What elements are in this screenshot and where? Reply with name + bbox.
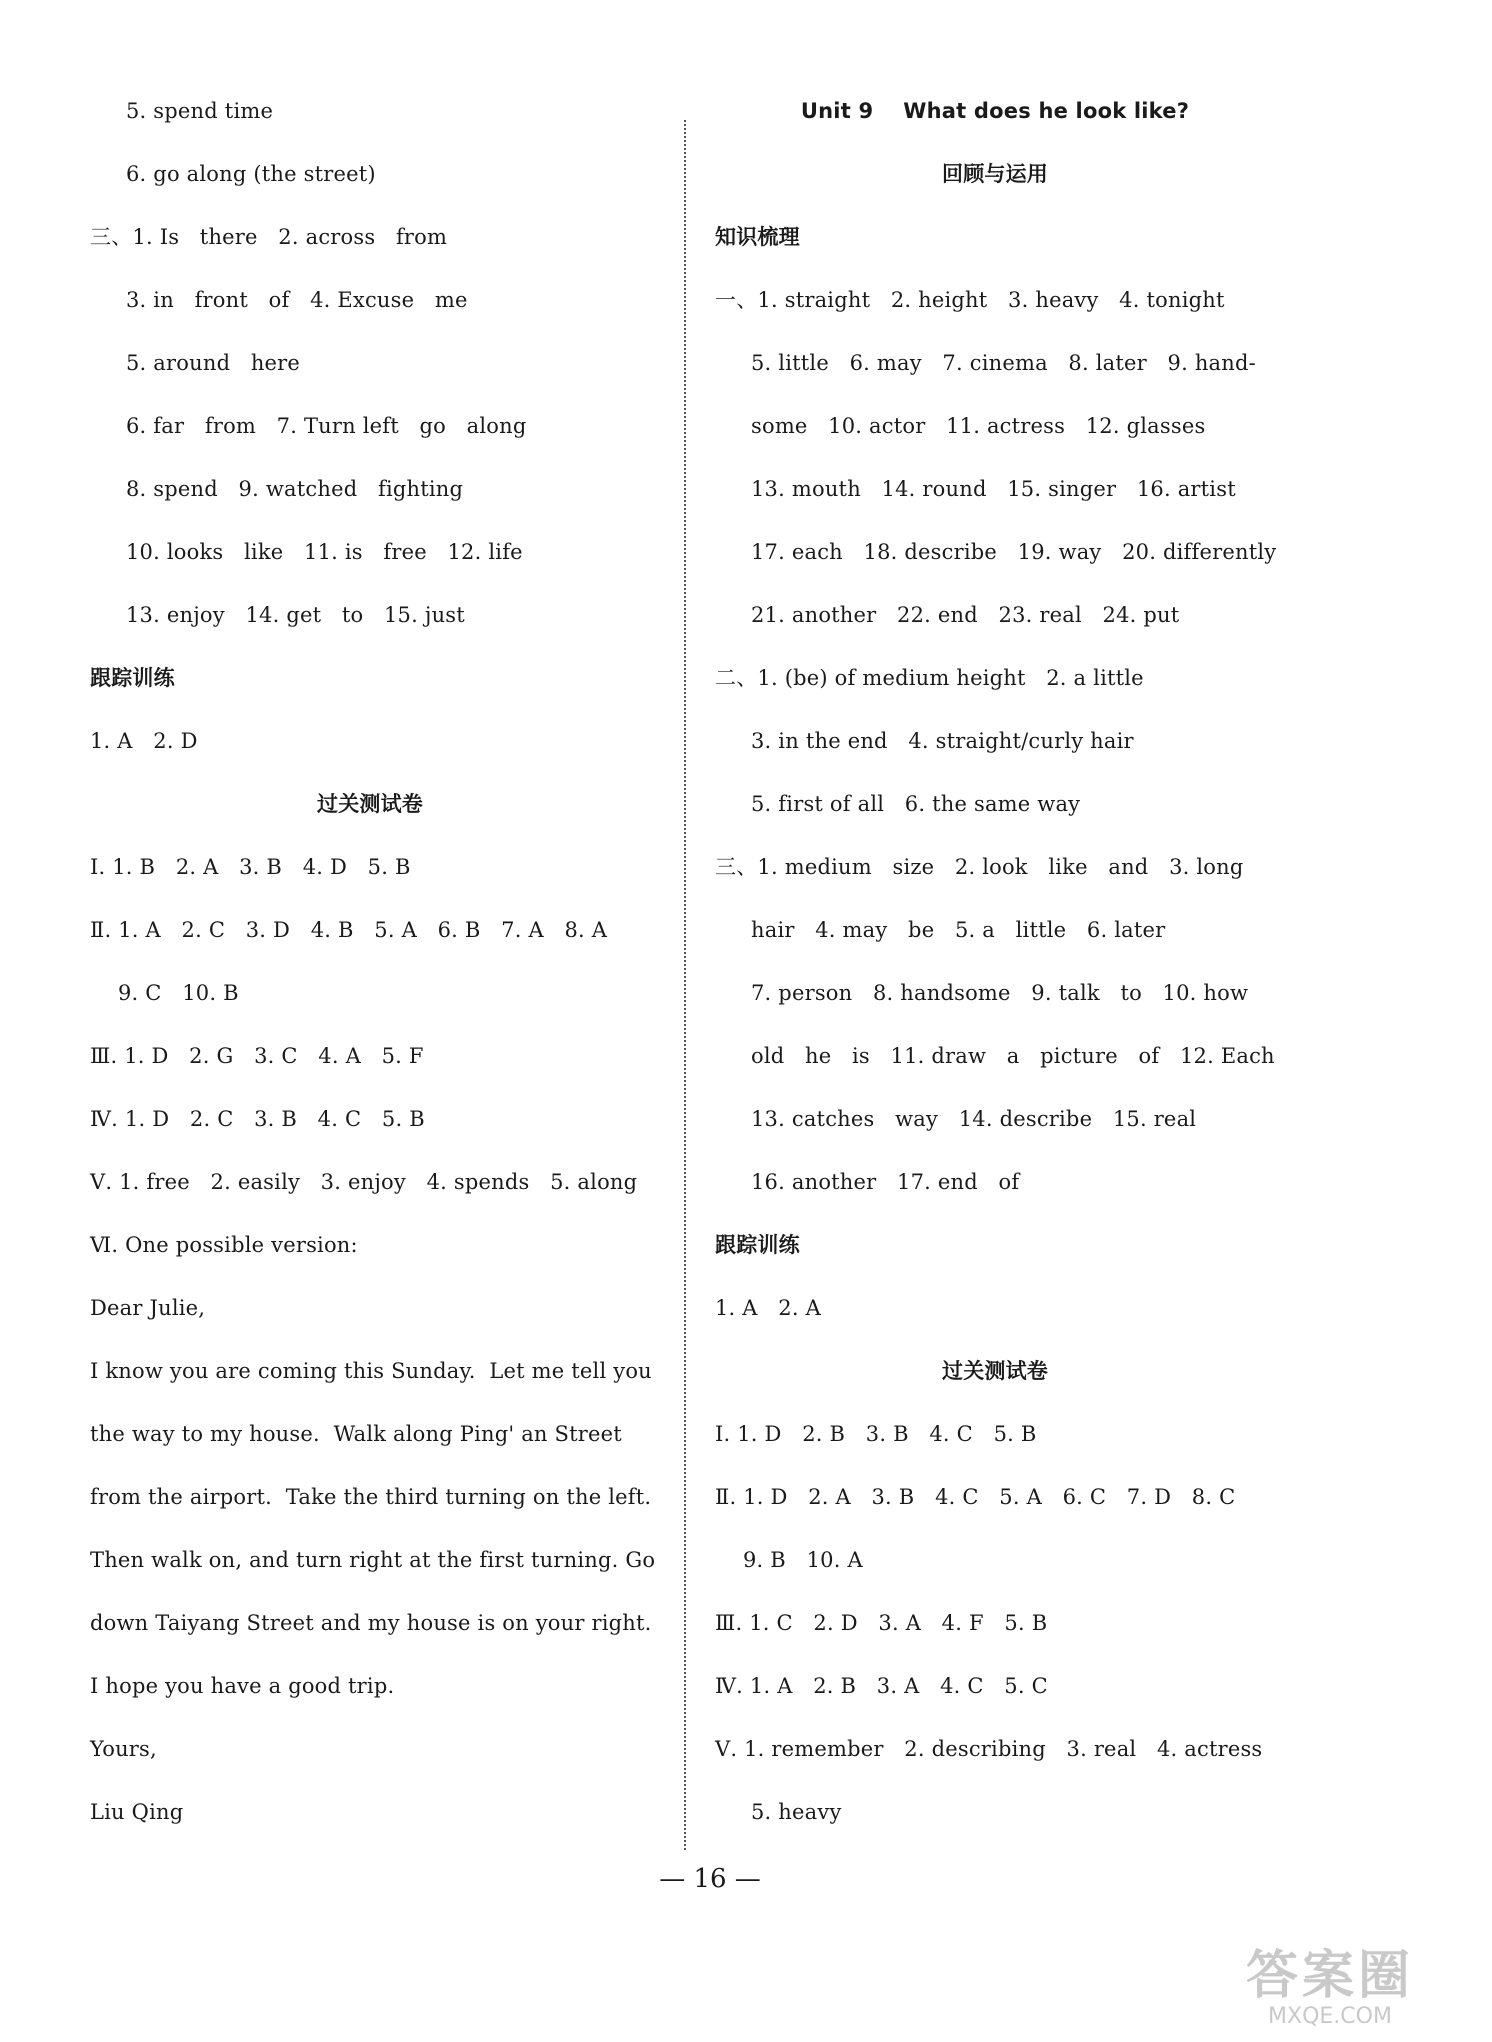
answer-line: 21. another 22. end 23. real 24. put — [751, 603, 1180, 627]
answer-line: 5. little 6. may 7. cinema 8. later 9. hand- — [751, 351, 1256, 375]
answer-line: 13. mouth 14. round 15. singer 16. artist — [751, 477, 1236, 501]
answer-line: 13. enjoy 14. get to 15. just — [126, 603, 465, 627]
answer-line: Ⅳ. 1. A 2. B 3. A 4. C 5. C — [715, 1674, 1048, 1698]
watermark-logo — [1190, 1948, 1470, 2038]
section-heading: 跟踪训练 — [90, 666, 175, 690]
answer-line: I hope you have a good trip. — [90, 1674, 395, 1698]
watermark-url: MXQE.COM — [1268, 2004, 1392, 2029]
answer-line: 7. person 8. handsome 9. talk to 10. how — [751, 981, 1249, 1005]
answer-line: Ⅲ. 1. D 2. G 3. C 4. A 5. F — [90, 1044, 424, 1068]
section-heading: 知识梳理 — [715, 225, 800, 249]
answer-line: 6. far from 7. Turn left go along — [126, 414, 527, 438]
answer-line: Ⅲ. 1. C 2. D 3. A 4. F 5. B — [715, 1611, 1048, 1635]
answer-line: old he is 11. draw a picture of 12. Each — [751, 1044, 1275, 1068]
answer-line: 一、1. straight 2. height 3. heavy 4. tonight — [715, 288, 1225, 312]
answer-line: Ⅰ. 1. B 2. A 3. B 4. D 5. B — [90, 855, 411, 879]
answer-line: 9. C 10. B — [118, 981, 239, 1005]
answer-line: Ⅳ. 1. D 2. C 3. B 4. C 5. B — [90, 1107, 425, 1131]
answer-line: 5. around here — [126, 351, 301, 375]
section-heading: Unit 9 What does he look like? — [800, 99, 1190, 123]
answer-line: 三、1. medium size 2. look like and 3. long — [715, 855, 1244, 879]
answer-line: 5. heavy — [751, 1800, 842, 1824]
section-heading: 回顾与运用 — [942, 162, 1048, 186]
answer-line: 10. looks like 11. is free 12. life — [126, 540, 523, 564]
section-heading: 跟踪训练 — [715, 1233, 800, 1257]
answer-line: 二、1. (be) of medium height 2. a little — [715, 666, 1144, 690]
answer-line: Liu Qing — [90, 1800, 184, 1824]
answer-line: 3. in front of 4. Excuse me — [126, 288, 468, 312]
answer-line: Ⅵ. One possible version: — [90, 1233, 358, 1257]
answer-line: Ⅴ. 1. free 2. easily 3. enjoy 4. spends 5. along — [90, 1170, 638, 1194]
answer-line: down Taiyang Street and my house is on your right. — [90, 1611, 652, 1635]
answer-line: 13. catches way 14. describe 15. real — [751, 1107, 1197, 1131]
answer-line: 三、1. Is there 2. across from — [90, 225, 448, 249]
answer-line: Then walk on, and turn right at the first turning. Go — [90, 1548, 656, 1572]
answer-line: 3. in the end 4. straight/curly hair — [751, 729, 1134, 753]
answer-line: Yours, — [90, 1737, 157, 1761]
answer-line: Ⅱ. 1. D 2. A 3. B 4. C 5. A 6. C 7. D 8. C — [715, 1485, 1236, 1509]
answer-line: some 10. actor 11. actress 12. glasses — [751, 414, 1206, 438]
answer-line: I know you are coming this Sunday. Let me tell you — [90, 1359, 652, 1383]
answer-line: 1. A 2. A — [715, 1296, 821, 1320]
answer-line: 16. another 17. end of — [751, 1170, 1020, 1194]
answer-line: 9. B 10. A — [743, 1548, 863, 1572]
section-heading: 过关测试卷 — [942, 1359, 1048, 1383]
answer-line: Ⅰ. 1. D 2. B 3. B 4. C 5. B — [715, 1422, 1037, 1446]
answer-line: 5. spend time — [126, 99, 274, 123]
answer-line: 8. spend 9. watched fighting — [126, 477, 464, 501]
answer-line: Ⅴ. 1. remember 2. describing 3. real 4. actress — [715, 1737, 1263, 1761]
section-heading: 过关测试卷 — [317, 792, 423, 816]
page-number: — 16 — — [659, 1864, 761, 1894]
column-divider — [684, 120, 686, 1850]
answer-line: 1. A 2. D — [90, 729, 198, 753]
answer-line: from the airport. Take the third turning on the left. — [90, 1485, 652, 1509]
answer-line: the way to my house. Walk along Ping' an Street — [90, 1422, 622, 1446]
answer-line: hair 4. may be 5. a little 6. later — [751, 918, 1166, 942]
answer-line: Ⅱ. 1. A 2. C 3. D 4. B 5. A 6. B 7. A 8. A — [90, 918, 608, 942]
answer-line: 5. first of all 6. the same way — [751, 792, 1081, 816]
answer-line: 17. each 18. describe 19. way 20. differently — [751, 540, 1277, 564]
answer-line: 6. go along (the street) — [126, 162, 376, 186]
watermark-logo-text: 答案圈 — [1245, 1946, 1414, 2006]
answer-line: Dear Julie, — [90, 1296, 206, 1320]
